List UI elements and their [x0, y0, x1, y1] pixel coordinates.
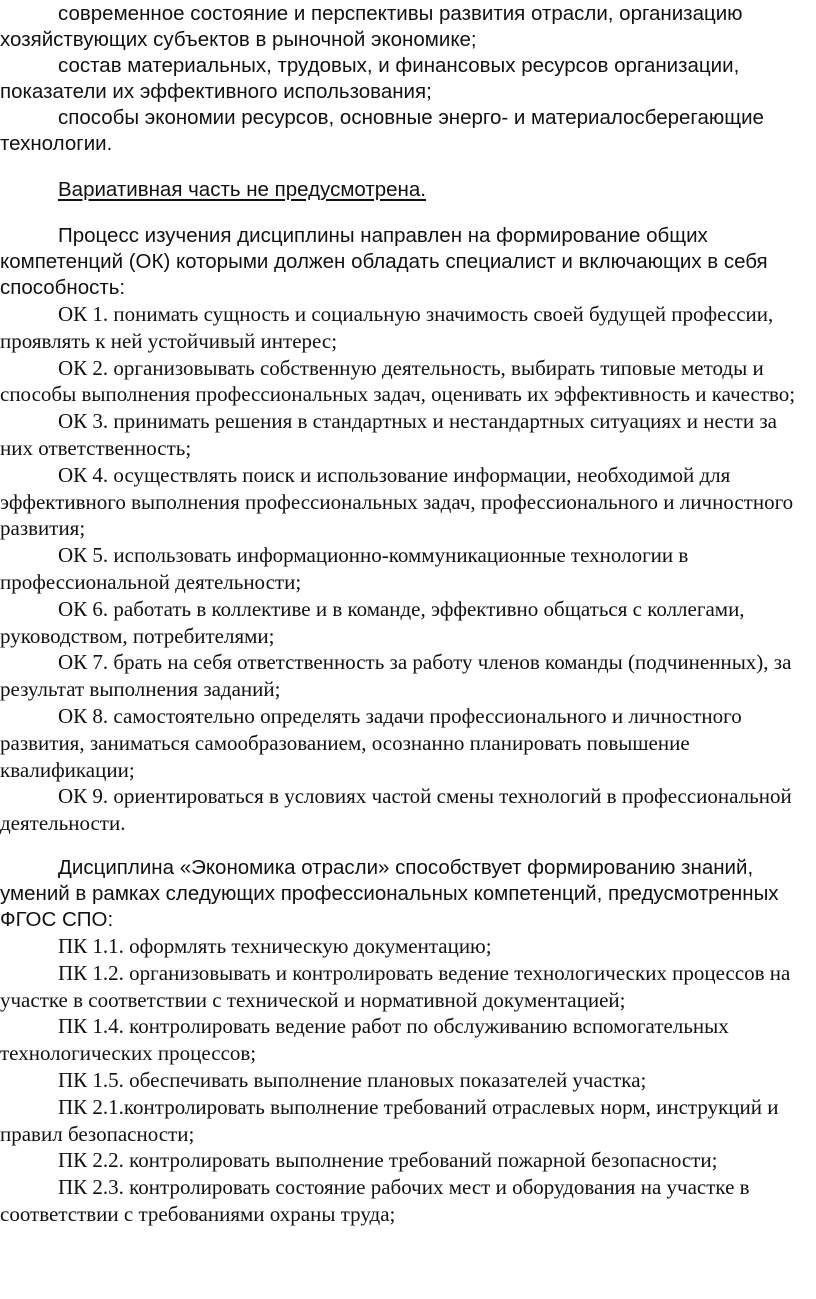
ok-item: ОК 4. осуществлять поиск и использование информации, необходимой для эффективного выполнения профессиональных задач, профессионального и личностного развития;: [0, 462, 794, 541]
ok-intro-section: [0, 223, 812, 301]
ok-item: ОК 5. использовать информационно-коммуникационные технологии в профессиональной деятельности;: [0, 543, 689, 594]
ok-list: [0, 301, 812, 837]
pk-list: [0, 933, 812, 1228]
ok-intro: Процесс изучения дисциплины направлен на формирование общих компетенций (ОК) которыми должен обладать специалист и включающих в себя способность:: [0, 224, 768, 299]
intro-item: состав материальных, трудовых, и финансовых ресурсов организации, показатели их эффективного использования;: [0, 54, 740, 103]
pk-intro-section: [0, 855, 812, 933]
ok-item: ОК 9. ориентироваться в условиях частой смены технологий в профессиональной деятельности.: [0, 784, 792, 836]
ok-item: ОК 8. самостоятельно определять задачи профессионального и личностного развития, заниматься самообразованием, осознанно планировать повышение квалификации;: [0, 703, 742, 782]
ok-item: ОК 1. понимать сущность и социальную значимость своей будущей профессии, проявлять к ней устойчивый интерес;: [0, 302, 774, 353]
pk-intro: Дисциплина «Экономика отрасли» способствует формированию знаний, умений в рамках следующих профессиональных компетенций, предусмотренных ФГОС СПО:: [0, 855, 779, 931]
pk-item: ПК 1.4. контролировать ведение работ по обслуживанию вспомогательных технологических процессов;: [0, 1014, 729, 1066]
pk-item: ПК 1.2. организовывать и контролировать ведение технологических процессов на участке в соответствии с технической и нормативной документацией;: [0, 960, 791, 1012]
pk-item: ПК 2.3. контролировать состояние рабочих мест и оборудования на участке в соответствии с требованиями охраны труда;: [0, 1175, 750, 1226]
ok-item: ОК 2. организовывать собственную деятельность, выбирать типовые методы и способы выполнения профессиональных задач, оценивать их эффективность и качество;: [0, 355, 796, 407]
variative-note: Вариативная часть не предусмотрена.: [58, 178, 426, 201]
pk-item: ПК 1.5. обеспечивать выполнение плановых показателей участка;: [58, 1067, 647, 1092]
pk-item: ПК 2.1.контролировать выполнение требований отраслевых норм, инструкций и правил безопасности;: [0, 1094, 779, 1146]
intro-list: [0, 1, 812, 157]
variative-section: [0, 177, 812, 203]
pk-item: ПК 2.2. контролировать выполнение требований пожарной безопасности;: [58, 1148, 718, 1173]
intro-item: способы экономии ресурсов, основные энерго- и материалосберегающие технологии.: [0, 106, 764, 155]
intro-item: современное состояние и перспективы развития отрасли, организацию хозяйствующих субъектов в рыночной экономике;: [0, 2, 743, 51]
ok-item: ОК 7. брать на себя ответственность за работу членов команды (подчиненных), за результат выполнения заданий;: [0, 650, 792, 702]
ok-item: ОК 3. принимать решения в стандартных и нестандартных ситуациях и нести за них ответственность;: [0, 409, 777, 460]
pk-item: ПК 1.1. оформлять техническую документацию;: [58, 933, 492, 958]
ok-item: ОК 6. работать в коллективе и в команде, эффективно общаться с коллегами, руководством, потребителями;: [0, 596, 745, 648]
